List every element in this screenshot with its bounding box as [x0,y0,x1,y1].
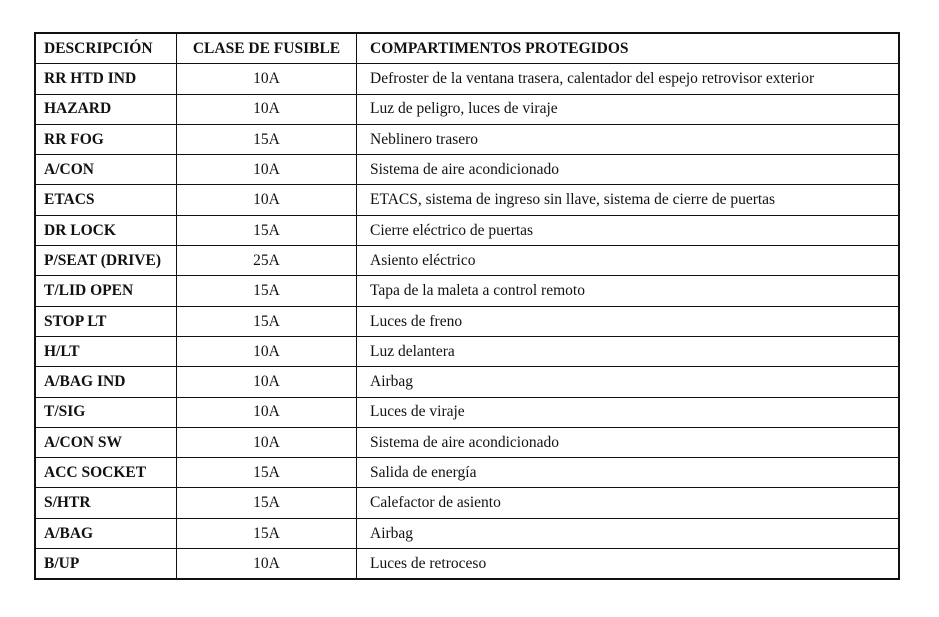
table-row [35,64,899,94]
table-row [35,94,899,124]
cell-description: P/SEAT (DRIVE) [35,246,177,276]
header-description: DESCRIPCIÓN [35,33,177,64]
cell-protected-components: Sistema de aire acondicionado [357,155,900,185]
table-row [35,488,899,518]
table-row [35,518,899,548]
fuse-table [34,32,900,580]
cell-protected-components: Cierre eléctrico de puertas [357,215,900,245]
cell-description: ACC SOCKET [35,458,177,488]
table-row [35,549,899,580]
table-row [35,427,899,457]
cell-description: DR LOCK [35,215,177,245]
cell-protected-components: Sistema de aire acondicionado [357,427,900,457]
cell-description: H/LT [35,336,177,366]
cell-protected-components: Luces de retroceso [357,549,900,580]
cell-protected-components: Salida de energía [357,458,900,488]
cell-protected-components: Luz de peligro, luces de viraje [357,94,900,124]
cell-protected-components: Calefactor de asiento [357,488,900,518]
header-protected-components: COMPARTIMENTOS PROTEGIDOS [357,33,900,64]
cell-description: A/BAG IND [35,367,177,397]
table-row [35,276,899,306]
cell-fuse-class: 10A [177,367,357,397]
table-row [35,246,899,276]
cell-protected-components: Airbag [357,367,900,397]
table-row [35,336,899,366]
table-row [35,155,899,185]
table-body [35,64,899,580]
cell-fuse-class: 15A [177,124,357,154]
cell-fuse-class: 10A [177,427,357,457]
cell-fuse-class: 15A [177,458,357,488]
cell-fuse-class: 10A [177,336,357,366]
cell-description: ETACS [35,185,177,215]
table-row [35,185,899,215]
cell-protected-components: Luces de viraje [357,397,900,427]
cell-protected-components: Luces de freno [357,306,900,336]
cell-fuse-class: 10A [177,549,357,580]
cell-description: HAZARD [35,94,177,124]
cell-protected-components: Neblinero trasero [357,124,900,154]
table-row [35,397,899,427]
table-row [35,306,899,336]
table-row [35,367,899,397]
cell-description: RR FOG [35,124,177,154]
cell-protected-components: Luz delantera [357,336,900,366]
cell-description: STOP LT [35,306,177,336]
cell-description: A/BAG [35,518,177,548]
cell-fuse-class: 15A [177,276,357,306]
table-row [35,124,899,154]
cell-description: A/CON SW [35,427,177,457]
cell-fuse-class: 10A [177,397,357,427]
cell-fuse-class: 15A [177,488,357,518]
table-row [35,215,899,245]
cell-protected-components: Asiento eléctrico [357,246,900,276]
cell-protected-components: ETACS, sistema de ingreso sin llave, sistema de cierre de puertas [357,185,900,215]
cell-fuse-class: 15A [177,518,357,548]
cell-fuse-class: 25A [177,246,357,276]
cell-fuse-class: 10A [177,64,357,94]
cell-protected-components: Defroster de la ventana trasera, calentador del espejo retrovisor exterior [357,64,900,94]
header-fuse-class: CLASE DE FUSIBLE [177,33,357,64]
cell-fuse-class: 15A [177,306,357,336]
cell-fuse-class: 10A [177,155,357,185]
cell-description: T/SIG [35,397,177,427]
cell-fuse-class: 10A [177,185,357,215]
cell-fuse-class: 10A [177,94,357,124]
table-row [35,458,899,488]
cell-description: S/HTR [35,488,177,518]
cell-description: T/LID OPEN [35,276,177,306]
cell-description: RR HTD IND [35,64,177,94]
cell-description: A/CON [35,155,177,185]
table-header-row [35,33,899,64]
cell-protected-components: Tapa de la maleta a control remoto [357,276,900,306]
cell-fuse-class: 15A [177,215,357,245]
cell-protected-components: Airbag [357,518,900,548]
cell-description: B/UP [35,549,177,580]
